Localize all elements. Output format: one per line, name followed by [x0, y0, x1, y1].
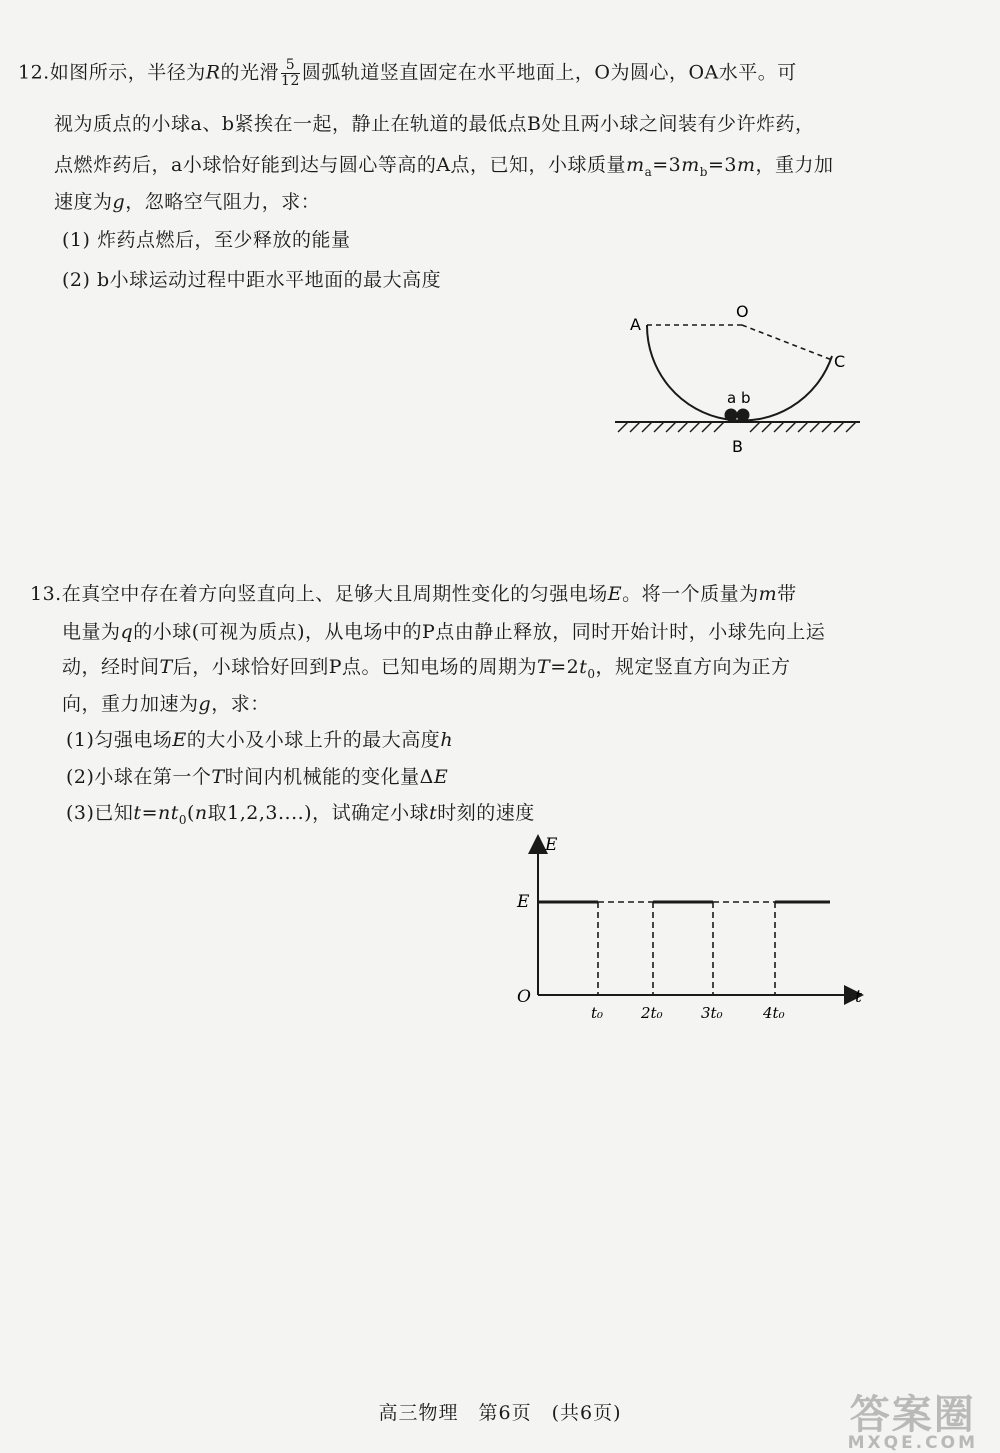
q13-line-2: 电量为q的小球(可视为质点)，从电场中的P点由静止释放，同时开始计时，小球先向上运: [62, 621, 826, 643]
axis-label-t: t: [855, 987, 862, 1007]
label-B: B: [732, 437, 743, 456]
origin-label: O: [517, 987, 531, 1007]
axis-label-E: E: [545, 835, 558, 855]
label-ab: a b: [727, 389, 751, 407]
q12-line-2: 视为质点的小球a、b紧挨在一起，静止在轨道的最低点B处且两小球之间装有少许炸药，: [54, 113, 815, 135]
ball-a: [725, 409, 738, 422]
q13-subquestion-2: (2)小球在第一个T时间内机械能的变化量ΔE: [66, 766, 449, 788]
q12-line-4: 速度为g，忽略空气阻力，求：: [54, 191, 321, 213]
ball-b: [737, 409, 750, 422]
label-C: C: [834, 352, 846, 371]
q12-line-3: 点燃炸药后，a小球恰好能到达与圆心等高的A点，已知，小球质量$m_a=3m_b=3m$，重力加: [54, 154, 834, 179]
level-label-E: E: [517, 892, 530, 912]
q12-line-1: 12.如图所示，半径为R的光滑 $\frac{5}{12}$ 圆弧轨道竖直固定在水平地面上，O为圆心，OA水平。可: [18, 57, 797, 89]
q13-line-4: 向，重力加速为g，求：: [62, 693, 270, 715]
tick-t0: t₀: [591, 1004, 604, 1022]
page-footer: 高三物理 第6页 (共6页): [378, 1402, 622, 1424]
fraction-5-12: $\frac{5}{12}$: [281, 57, 300, 89]
tick-2t0: 2t₀: [641, 1004, 663, 1022]
q13-subquestion-3: (3)已知$t=nt_0(n$取1,2,3....)，试确定小球t时刻的速度: [66, 802, 535, 827]
track-figure: [610, 300, 870, 460]
watermark-logo: 答案圈 MXQE.COM: [847, 1392, 978, 1453]
tick-4t0: 4t₀: [763, 1004, 785, 1022]
q12-subquestion-2: (2) b小球运动过程中距水平地面的最大高度: [62, 269, 442, 291]
q13-subquestion-1: (1)匀强电场E的大小及小球上升的最大高度h: [66, 729, 454, 751]
tick-3t0: 3t₀: [701, 1004, 723, 1022]
label-A: A: [630, 315, 641, 334]
q13-line-3: 动，经时间T后，小球恰好回到P点。已知电场的周期为$T=2t_0$，规定竖直方向为正方: [62, 656, 791, 681]
label-O: O: [736, 302, 749, 321]
q13-line-1: 13.在真空中存在着方向竖直向上、足够大且周期性变化的匀强电场E。将一个质量为m带: [30, 583, 797, 605]
field-graph: [505, 830, 875, 1025]
q12-subquestion-1: (1) 炸药点燃后，至少释放的能量: [62, 229, 351, 251]
